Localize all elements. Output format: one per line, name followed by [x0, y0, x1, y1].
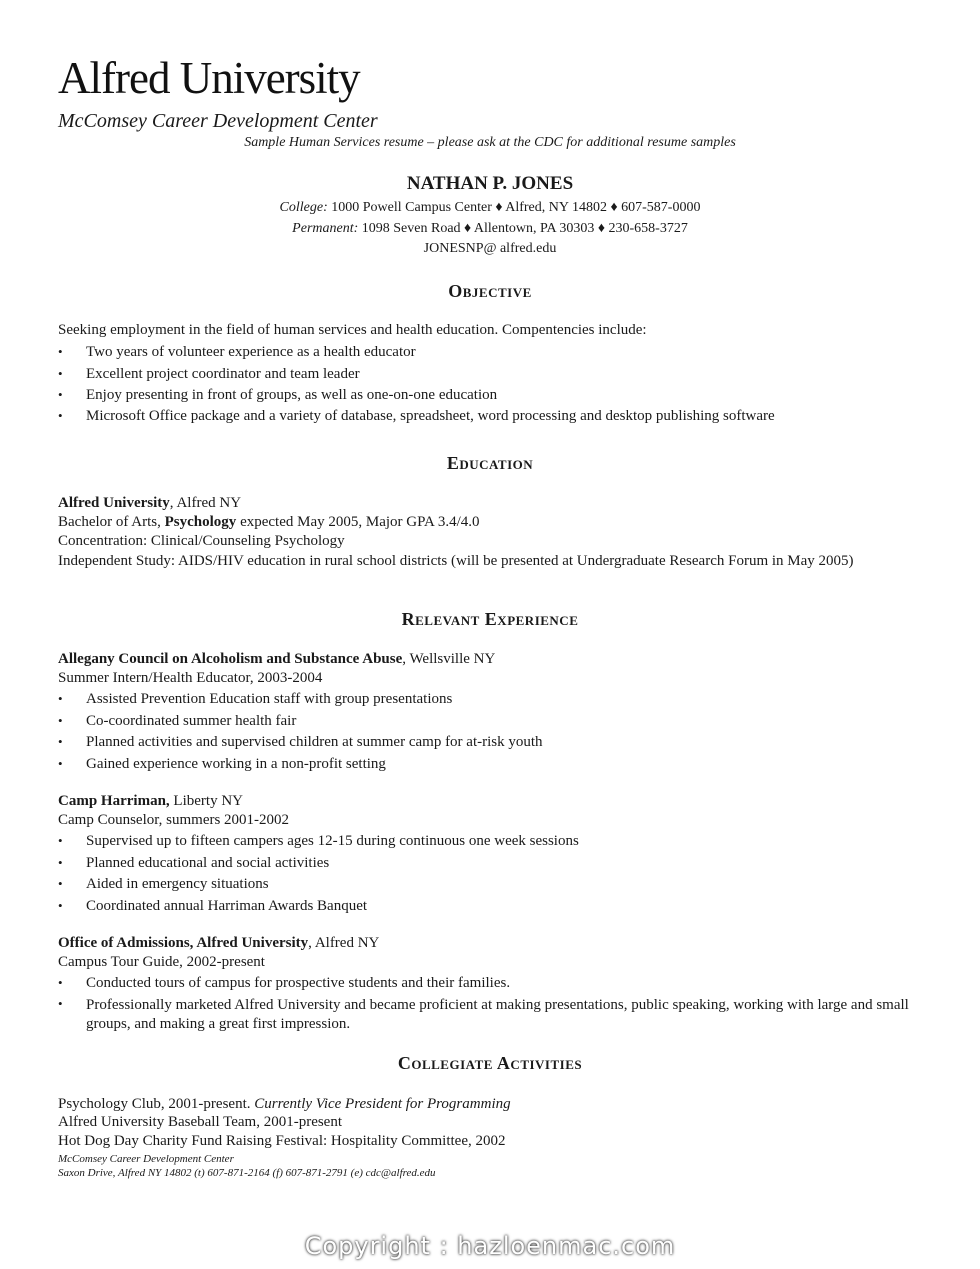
- list-item: • Planned activities and supervised children at summer camp for at-risk youth: [58, 734, 543, 750]
- email: JONESNP@ alfred.edu: [423, 241, 557, 256]
- activities-heading: Collegiate Activities: [397, 1053, 583, 1073]
- list-item: • Planned educational and social activities: [58, 855, 330, 871]
- bullet: •: [58, 734, 63, 749]
- objective-intro: Seeking employment in the field of human services and health education. Compentencies include:: [58, 322, 647, 338]
- candidate-name: NATHAN P. JONES: [406, 173, 574, 194]
- education-school: Alfred University, Alfred NY: [58, 495, 242, 511]
- career-center-name: McComsey Career Development Center: [58, 110, 378, 132]
- experience-heading: Relevant Experience: [401, 609, 579, 629]
- bullet: •: [58, 756, 63, 771]
- list-item: • Enjoy presenting in front of groups, as well as one-on-one education: [58, 387, 498, 403]
- list-item: • Assisted Prevention Education staff with group presentations: [58, 691, 453, 707]
- permanent-label: Permanent:: [292, 221, 359, 236]
- bullet: •: [58, 975, 63, 990]
- bullet: •: [58, 898, 63, 913]
- job-org: Allegany Council on Alcoholism and Substance Abuse, Wellsville NY: [58, 651, 496, 667]
- bullet: •: [58, 833, 63, 848]
- bullet: •: [58, 713, 63, 728]
- list-item: • Aided in emergency situations: [58, 876, 269, 892]
- list-item: • Supervised up to fifteen campers ages 12-15 during continuous one week sessions: [58, 833, 579, 849]
- education-independent-study: Independent Study: AIDS/HIV education in rural school districts (will be presented at Undergraduate Research Forum in May 2005): [58, 553, 854, 569]
- bullet: •: [58, 996, 63, 1011]
- list-item: • Coordinated annual Harriman Awards Banquet: [58, 898, 368, 914]
- activity-line: Alfred University Baseball Team, 2001-present: [58, 1114, 343, 1130]
- permanent-address: 1098 Seven Road ♦ Allentown, PA 30303 ♦ 230-658-3727: [361, 221, 688, 236]
- list-item: • Gained experience working in a non-profit setting: [58, 756, 386, 772]
- bullet: •: [58, 387, 63, 402]
- activity-line: Psychology Club, 2001-present. Currently Vice President for Programming: [58, 1096, 511, 1112]
- education-heading: Education: [446, 453, 534, 473]
- job-role: Campus Tour Guide, 2002-present: [58, 954, 265, 970]
- job-role: Camp Counselor, summers 2001-2002: [58, 812, 290, 828]
- bullet: •: [58, 691, 63, 706]
- bullet: •: [58, 344, 63, 359]
- bullet: •: [58, 855, 63, 870]
- college-address: 1000 Powell Campus Center ♦ Alfred, NY 14802 ♦ 607-587-0000: [331, 200, 701, 215]
- university-title: Alfred University: [58, 53, 360, 103]
- bullet: •: [58, 366, 63, 381]
- list-item: • Two years of volunteer experience as a health educator: [58, 344, 416, 360]
- activity-line: Hot Dog Day Charity Fund Raising Festival: Hospitality Committee, 2002: [58, 1133, 506, 1149]
- list-item: • Conducted tours of campus for prospective students and their families.: [58, 975, 511, 991]
- footer-center: McComsey Career Development Center: [58, 1153, 234, 1165]
- job-role: Summer Intern/Health Educator, 2003-2004: [58, 670, 323, 686]
- copyright-watermark: Copyright : hazloenmac.com: [304, 1232, 676, 1260]
- list-item: • Co-coordinated summer health fair: [58, 713, 297, 729]
- list-item: • Microsoft Office package and a variety of database, spreadsheet, word processing and desktop publishing software: [58, 408, 775, 424]
- bullet: •: [58, 876, 63, 891]
- job-org: Office of Admissions, Alfred University, Alfred NY: [58, 935, 380, 951]
- education-concentration: Concentration: Clinical/Counseling Psychology: [58, 533, 345, 549]
- sample-note: Sample Human Services resume – please ask at the CDC for additional resume samples: [244, 135, 736, 150]
- footer-address: Saxon Drive, Alfred NY 14802 (t) 607-871-2164 (f) 607-871-2791 (e) cdc@alfred.edu: [58, 1167, 436, 1179]
- education-degree: Bachelor of Arts, Psychology expected May 2005, Major GPA 3.4/4.0: [58, 514, 480, 530]
- job-org: Camp Harriman, Liberty NY: [58, 793, 243, 809]
- bullet: •: [58, 408, 63, 423]
- college-label: College:: [279, 200, 328, 215]
- list-item: • Professionally marketed Alfred University and became proficient at making presentations, public speaking, working with large and small groups, and making a great first impression.: [58, 996, 909, 1032]
- list-item: • Excellent project coordinator and team leader: [58, 366, 360, 382]
- permanent-contact: [0, 221, 980, 237]
- college-contact: [0, 200, 980, 216]
- objective-heading: Objective: [448, 281, 532, 301]
